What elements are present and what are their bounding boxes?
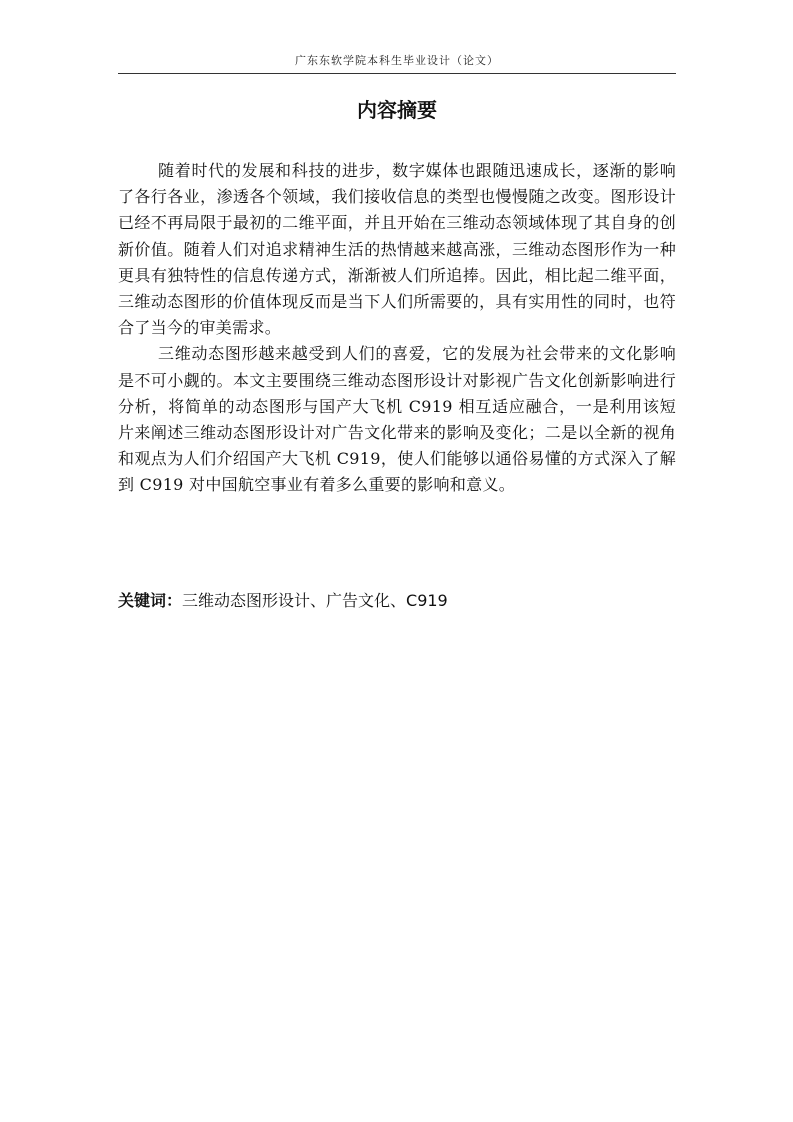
keywords-line [118,588,676,614]
abstract-body [118,158,676,499]
abstract-paragraph-1: 随着时代的发展和科技的进步，数字媒体也跟随迅速成长，逐渐的影响了各行各业，渗透各个领域，我们接收信息的类型也慢慢随之改变。图形设计已经不再局限于最初的二维平面，并且开始在三维动态领域体现了其自身的创新价值。随着人们对追求精神生活的热情越来越高涨，三维动态图形作为一种更具有独特性的信息传递方式，渐渐被人们所追捧。因此，相比起二维平面，三维动态图形的价值体现反而是当下人们所需要的，具有实用性的同时，也符合了当今的审美需求。 [118,161,676,338]
page-title: 内容摘要 [357,98,437,122]
running-header: 广东东软学院本科生毕业设计（论文） [295,54,499,67]
keywords-label: 关键词： [118,591,183,610]
keywords-value: 三维动态图形设计、广告文化、C919 [182,591,448,610]
abstract-paragraph-2: 三维动态图形越来越受到人们的喜爱，它的发展为社会带来的文化影响是不可小觑的。本文主要围绕三维动态图形设计对影视广告文化创新影响进行分析，将简单的动态图形与国产大飞机 C919 相互适应融合，一是利用该短片来阐述三维动态图形设计对广告文化带来的影响及变化；二是以全新的视角和观点为人们介绍国产大飞机 C919，使人们能够以通俗易懂的方式深入了解到 C919 对中国航空事业有着多么重要的影响和意义。 [118,344,676,495]
header-divider [118,73,676,74]
